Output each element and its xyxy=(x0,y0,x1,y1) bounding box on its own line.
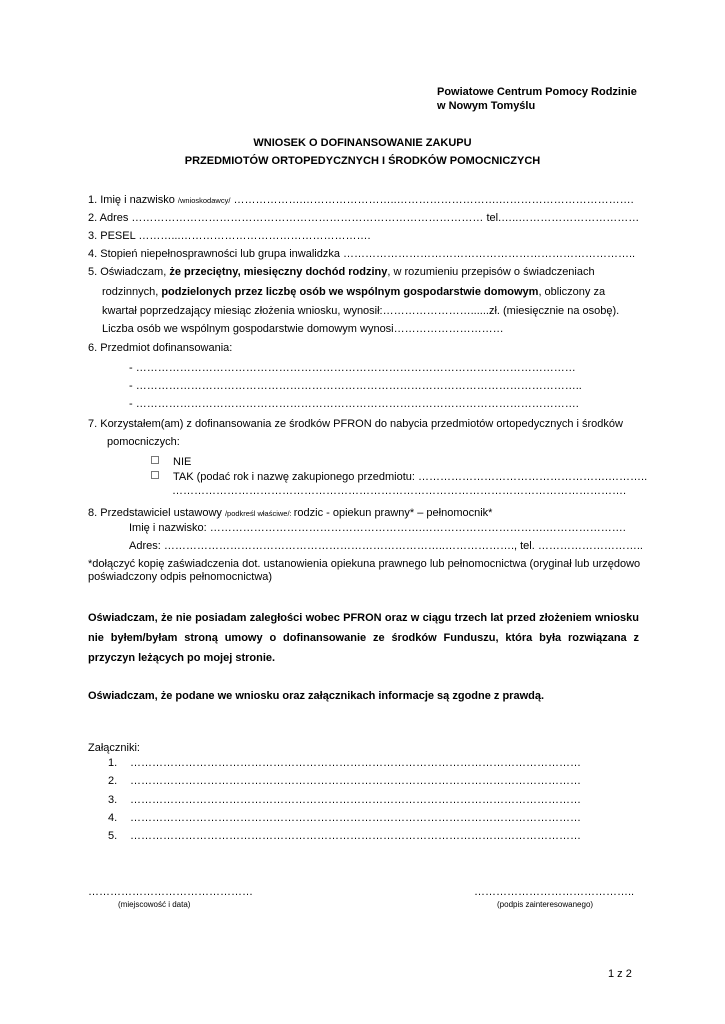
attachment-number: 3. xyxy=(108,794,118,806)
place-date-caption: (miejscowość i data) xyxy=(118,900,191,909)
attachment-number: 5. xyxy=(108,830,118,842)
subject-line: - …………………………………………………………………………………………………………. xyxy=(129,398,579,410)
attachment-item xyxy=(108,775,581,787)
truth-declaration: Oświadczam, że podane we wniosku oraz załącznikach informacje są zgodne z prawdą. xyxy=(88,690,545,702)
field-prior-funding-cont: pomocniczych: xyxy=(107,436,180,448)
representative-name: Imię i nazwisko: ………………………………………………….…………………………….…………………. xyxy=(129,522,626,534)
place-date-line: ……………………………………… xyxy=(88,886,253,898)
attachment-item xyxy=(108,757,581,769)
attachments-label: Załączniki: xyxy=(88,742,140,754)
field-income-line3: kwartał poprzedzający miesiąc złożenia wniosku, wynosił:……………………......zł. (miesięcznie na osobę). xyxy=(102,305,620,317)
option-nie[interactable] xyxy=(151,456,191,468)
representative-note-cont: poświadczony odpis pełnomocnictwa) xyxy=(88,571,273,583)
attachment-item xyxy=(108,812,581,824)
representative-options: rodzic - opiekun prawny* – pełnomocnik* xyxy=(293,507,493,519)
field-prior-funding: 7. Korzystałem(am) z dofinansowania ze środków PFRON do nabycia przedmiotów ortopedycznych i środków xyxy=(88,418,623,430)
attachment-number: 1. xyxy=(108,757,118,769)
checkbox-nie[interactable] xyxy=(151,456,159,464)
field-pesel: 3. PESEL ………...……………………………………………. xyxy=(88,230,371,242)
field-disability: 4. Stopień niepełnosprawności lub grupa inwalidzka …………………………………………………………………….. xyxy=(88,248,636,260)
checkbox-tak[interactable] xyxy=(151,471,159,479)
income-text-c: , w rozumieniu przepisów o świadczeniach xyxy=(387,266,595,278)
representative-note: *dołączyć kopię zaświadczenia dot. ustanowienia opiekuna prawnego lub pełnomocnictwa (oryginał lub urzędowo xyxy=(88,558,641,570)
representative-label: 8. Przedstawiciel ustawowy xyxy=(88,507,225,519)
form-title: WNIOSEK O DOFINANSOWANIE ZAKUPU xyxy=(253,137,472,149)
option-tak-label: TAK (podać rok i nazwę zakupionego przedmiotu: …………………………………………….……….. xyxy=(173,471,648,483)
attachment-dots: …………………………………………………………………………………………………………… xyxy=(130,775,581,787)
page-number: 1 z 2 xyxy=(608,968,632,980)
attachment-dots: …………………………………………………………………………………………………………… xyxy=(130,812,581,824)
income-text-d: rodzinnych, xyxy=(102,286,162,298)
attachment-item xyxy=(108,830,581,842)
attachment-number: 2. xyxy=(108,775,118,787)
institution-location: w Nowym Tomyślu xyxy=(437,100,536,112)
field-address: 2. Adres …………………………………………………………………………………… tel.…..…………………………… xyxy=(88,212,640,224)
pfron-declaration-line3: przyczyn leżących po mojej stronie. xyxy=(88,652,276,664)
representative-address: Adres: …………………………………………………………………..………………., tel. ……………………….. xyxy=(129,540,643,552)
income-text-a: 5. Oświadczam, xyxy=(88,266,170,278)
field-name-dots: ……………….……………………..……………………….………………………………. xyxy=(230,194,634,206)
field-name-hint: /wnioskodawcy/ xyxy=(177,196,231,205)
field-name-line xyxy=(88,194,634,206)
income-text-e: podzielonych przez liczbę osób we wspólnym gospodarstwie domowym xyxy=(161,286,539,298)
income-text-b: że przeciętny, miesięczny dochód rodziny xyxy=(169,266,388,278)
option-nie-label: NIE xyxy=(173,456,192,468)
subject-line: - ………………………………………………………………………………………………………….. xyxy=(129,380,582,392)
field-income-line2 xyxy=(102,286,605,298)
representative-hint: /podkreśl właściwe/: xyxy=(224,509,294,518)
income-text-f: , obliczony za xyxy=(538,286,606,298)
pfron-declaration-line2: nie byłem/byłam stroną umowy o dofinansowanie ze środków Funduszu, która była rozwiązana z xyxy=(88,632,639,644)
attachment-number: 4. xyxy=(108,812,118,824)
pfron-declaration-line1: Oświadczam, że nie posiadam zaległości wobec PFRON oraz w ciągu trzech lat przed złożeniem wniosku xyxy=(88,612,639,624)
option-tak[interactable] xyxy=(151,471,647,483)
field-household-size: Liczba osób we wspólnym gospodarstwie domowym wynosi………………………… xyxy=(102,323,504,335)
field-subject: 6. Przedmiot dofinansowania: xyxy=(88,342,233,354)
option-tak-dots: ……………………………………………………………………………………………………………. xyxy=(172,485,627,497)
attachment-dots: …………………………………………………………………………………………………………… xyxy=(130,794,581,806)
subject-line: - ………………………………………………………………………………………………………… xyxy=(129,362,576,374)
signature-caption: (podpis zainteresowanego) xyxy=(497,900,594,909)
institution-name: Powiatowe Centrum Pomocy Rodzinie xyxy=(437,86,637,98)
signature-line: …………………………………….. xyxy=(474,886,635,898)
attachment-dots: …………………………………………………………………………………………………………… xyxy=(130,757,581,769)
form-subtitle: PRZEDMIOTÓW ORTOPEDYCZNYCH I ŚRODKÓW POMOCNICZYCH xyxy=(184,155,541,167)
field-representative xyxy=(88,507,492,519)
attachment-item xyxy=(108,794,581,806)
attachment-dots: …………………………………………………………………………………………………………… xyxy=(130,830,581,842)
field-income-line1 xyxy=(88,266,595,278)
field-name-label: 1. Imię i nazwisko xyxy=(88,194,178,206)
